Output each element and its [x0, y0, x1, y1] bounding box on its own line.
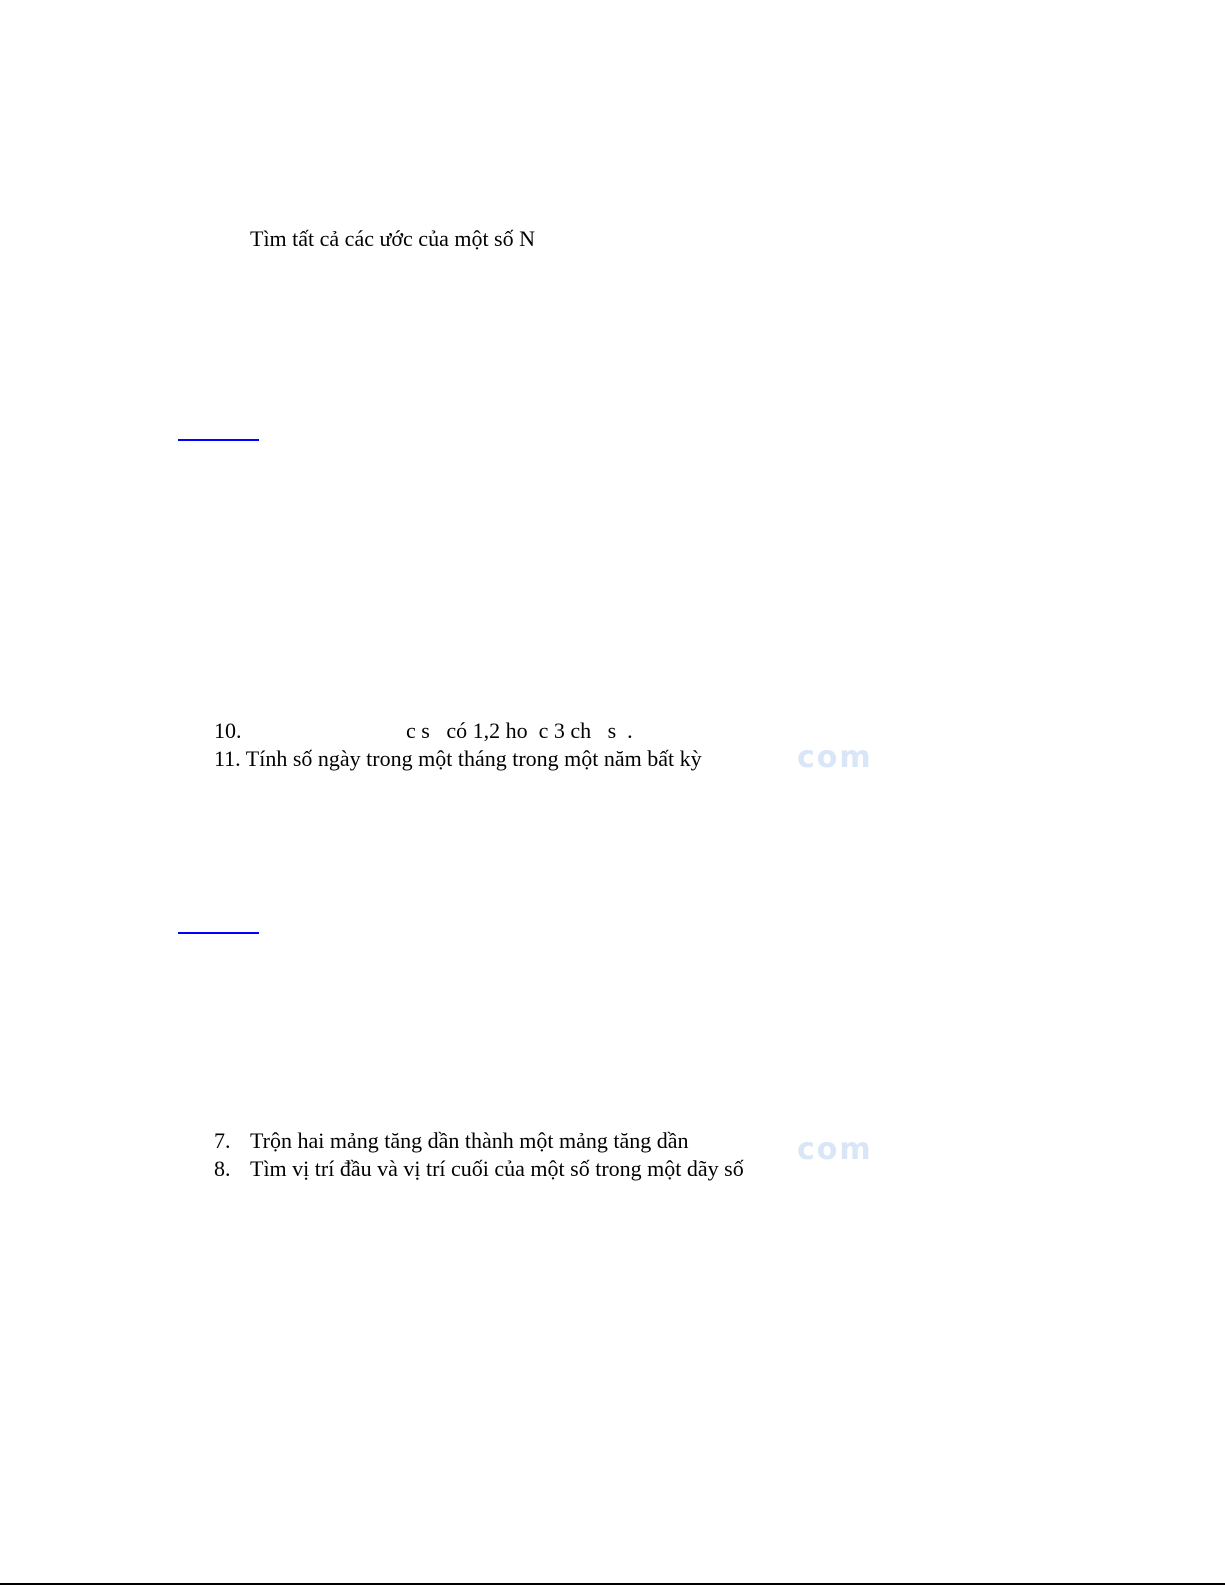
divisors-task-line: Tìm tất cả các ước của một số N	[250, 226, 536, 251]
list-item-number: 8.	[214, 1156, 231, 1181]
watermark-fragment: com	[797, 740, 873, 775]
hyperlink-underline[interactable]	[178, 439, 259, 441]
list-item-text: c s có 1,2 ho c 3 ch s .	[406, 718, 633, 743]
list-item-text: Trộn hai mảng tăng dần thành một mảng tăng dần	[250, 1128, 689, 1153]
list-item-number: 10.	[214, 718, 242, 743]
list-item-number: 7.	[214, 1128, 231, 1153]
watermark-fragment: com	[797, 1132, 873, 1167]
list-item-text: Tìm vị trí đầu và vị trí cuối của một số trong một dãy số	[250, 1156, 744, 1181]
list-item: 11. Tính số ngày trong một tháng trong một năm bất kỳ	[214, 746, 702, 771]
hyperlink-underline[interactable]	[178, 932, 259, 934]
